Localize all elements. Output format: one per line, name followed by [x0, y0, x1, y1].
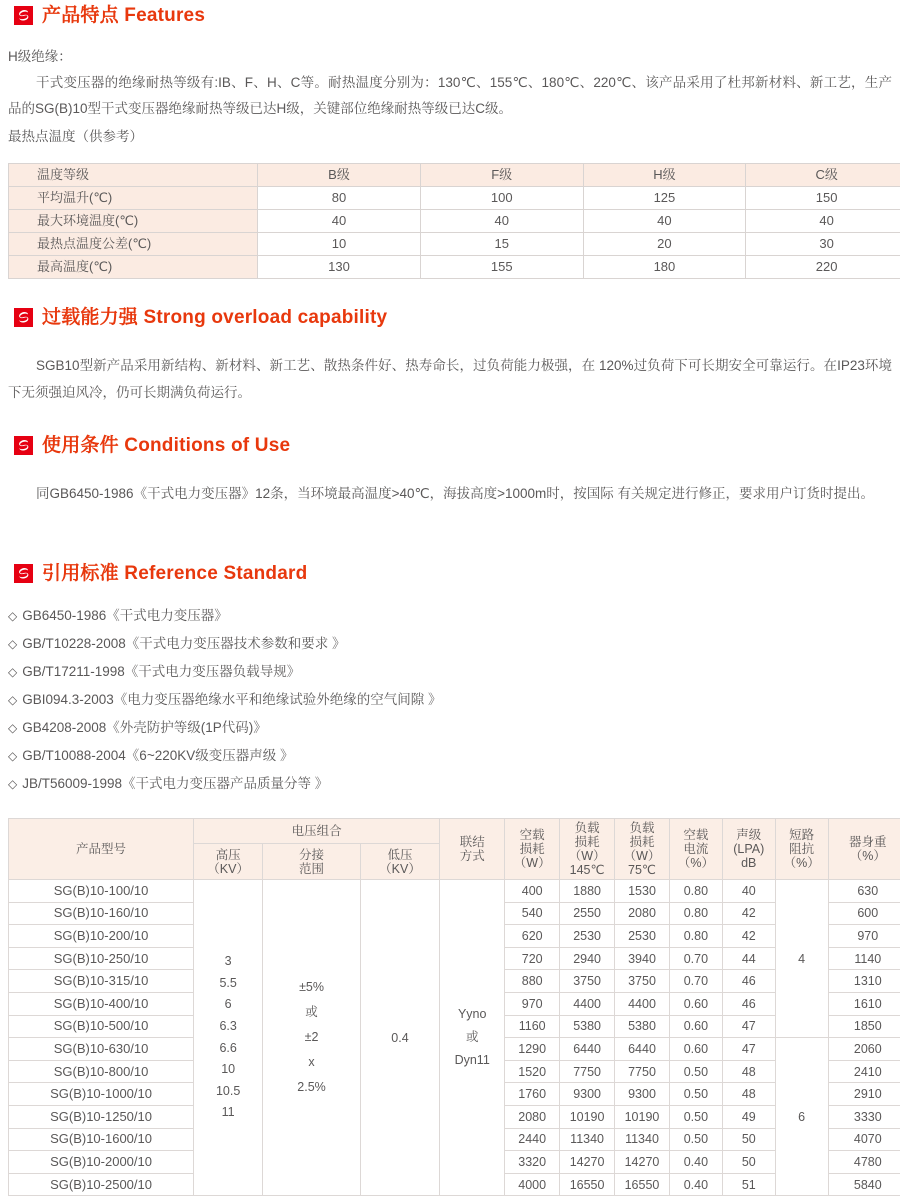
col-load-loss-145: 负载 损耗 （W） 145℃ — [560, 819, 615, 880]
cell-load-loss-75: 2080 — [615, 902, 670, 925]
cell-load-loss-75: 10190 — [615, 1105, 670, 1128]
cell-connection-method — [440, 880, 505, 1196]
cell-load-loss-145: 4400 — [560, 992, 615, 1015]
col-short-circuit-impedance: 短路 阻抗 （%） — [775, 819, 828, 880]
temp-row-label: 平均温升(℃) — [9, 187, 258, 210]
logo-mark-icon — [14, 436, 33, 455]
temp-cell: 10 — [258, 233, 421, 256]
cell-no-load-current: 0.60 — [669, 1038, 722, 1061]
cell-high-voltage — [194, 880, 263, 1196]
cell-no-load-loss: 1160 — [505, 1015, 560, 1038]
specification-table — [8, 818, 900, 1196]
temp-header-cell: F级 — [420, 164, 583, 187]
temp-row-label: 最高温度(℃) — [9, 256, 258, 279]
cell-no-load-loss: 970 — [505, 992, 560, 1015]
cell-no-load-loss: 2080 — [505, 1105, 560, 1128]
cell-load-loss-145: 2530 — [560, 925, 615, 948]
section-overload — [14, 308, 387, 327]
temp-cell: 40 — [746, 210, 900, 233]
cell-product-model: SG(B)10-1250/10 — [9, 1105, 194, 1128]
cell-load-loss-145: 2550 — [560, 902, 615, 925]
cell-no-load-loss: 4000 — [505, 1173, 560, 1196]
cell-load-loss-145: 2940 — [560, 947, 615, 970]
cell-short-circuit-impedance: 4 — [775, 880, 828, 1038]
cell-load-loss-75: 2530 — [615, 925, 670, 948]
features-table-caption: 最热点温度（供参考） — [8, 129, 143, 144]
logo-mark-icon — [14, 564, 33, 583]
cell-load-loss-75: 14270 — [615, 1151, 670, 1174]
cell-sound-level: 42 — [722, 925, 775, 948]
cell-sound-level: 40 — [722, 880, 775, 903]
cell-product-model: SG(B)10-250/10 — [9, 947, 194, 970]
cell-load-loss-145: 14270 — [560, 1151, 615, 1174]
cell-product-model: SG(B)10-1000/10 — [9, 1083, 194, 1106]
temp-cell: 130 — [258, 256, 421, 279]
merged-value: 10.5 — [215, 1083, 241, 1098]
col-voltage-group: 电压组合 — [194, 819, 440, 844]
temp-cell: 80 — [258, 187, 421, 210]
cell-product-model: SG(B)10-1600/10 — [9, 1128, 194, 1151]
cell-no-load-current: 0.50 — [669, 1105, 722, 1128]
cell-load-loss-75: 3940 — [615, 947, 670, 970]
merged-value: Yyno — [457, 1007, 487, 1022]
cell-product-model: SG(B)10-315/10 — [9, 970, 194, 993]
diamond-bullet-icon: ◇ — [8, 777, 18, 791]
cell-load-loss-75: 9300 — [615, 1083, 670, 1106]
cell-sound-level: 46 — [722, 970, 775, 993]
cell-product-model: SG(B)10-200/10 — [9, 925, 194, 948]
section-conditions — [14, 436, 290, 455]
cell-product-model: SG(B)10-2000/10 — [9, 1151, 194, 1174]
cell-sound-level: 50 — [722, 1151, 775, 1174]
merged-value: 6.6 — [219, 1040, 237, 1055]
section-heading-reference — [14, 564, 307, 583]
cell-load-loss-75: 16550 — [615, 1173, 670, 1196]
cell-sound-level: 47 — [722, 1015, 775, 1038]
temp-cell: 155 — [420, 256, 583, 279]
cell-no-load-loss: 1760 — [505, 1083, 560, 1106]
temp-cell: 220 — [746, 256, 900, 279]
cell-load-loss-145: 9300 — [560, 1083, 615, 1106]
table-row — [9, 187, 900, 210]
cell-product-model: SG(B)10-800/10 — [9, 1060, 194, 1083]
cell-load-loss-75: 11340 — [615, 1128, 670, 1151]
cell-no-load-current: 0.70 — [669, 970, 722, 993]
section-title-reference: 引用标准 Reference Standard — [42, 563, 308, 584]
cell-no-load-current: 0.50 — [669, 1060, 722, 1083]
temp-cell: 15 — [420, 233, 583, 256]
cell-body-weight: 4070 — [828, 1128, 900, 1151]
list-item — [8, 714, 888, 742]
cell-load-loss-75: 6440 — [615, 1038, 670, 1061]
cell-body-weight: 1610 — [828, 992, 900, 1015]
cell-low-voltage: 0.4 — [360, 880, 439, 1196]
cell-no-load-current: 0.40 — [669, 1173, 722, 1196]
list-item — [8, 742, 888, 770]
cell-sound-level: 50 — [722, 1128, 775, 1151]
cell-body-weight: 1850 — [828, 1015, 900, 1038]
temp-cell: 30 — [746, 233, 900, 256]
list-item — [8, 686, 888, 714]
cell-body-weight: 630 — [828, 880, 900, 903]
section-title-overload: 过载能力强 Strong overload capability — [42, 307, 388, 328]
temp-cell: 150 — [746, 187, 900, 210]
cell-load-loss-145: 1880 — [560, 880, 615, 903]
section-reference — [14, 564, 307, 583]
merged-value: ±5% — [299, 980, 324, 995]
cell-no-load-current: 0.50 — [669, 1128, 722, 1151]
temp-cell: 125 — [583, 187, 746, 210]
standard-text: GB/T10088-2004《6~220KV级变压器声级 》 — [22, 748, 294, 763]
cell-load-loss-145: 16550 — [560, 1173, 615, 1196]
cell-body-weight: 2910 — [828, 1083, 900, 1106]
overload-paragraph: SGB10型新产品采用新结构、新材料、新工艺、散热条件好、热寿命长，过负荷能力极强，在 120%过负荷下可长期安全可靠运行。在IP23环境下无须强迫风冷，仍可长期满负荷运行。 — [8, 358, 892, 400]
merged-value: 2.5% — [297, 1080, 326, 1095]
standard-text: GB6450-1986《干式电力变压器》 — [22, 608, 228, 623]
standard-text: GB/T10228-2008《干式电力变压器技术参数和要求 》 — [22, 636, 346, 651]
cell-sound-level: 48 — [722, 1060, 775, 1083]
merged-value: 11 — [221, 1105, 235, 1120]
table-row — [9, 256, 900, 279]
standard-text: GB4208-2008《外壳防护等级(1P代码)》 — [22, 720, 267, 735]
cell-sound-level: 51 — [722, 1173, 775, 1196]
specification-table-wrapper — [8, 818, 892, 1196]
cell-sound-level: 44 — [722, 947, 775, 970]
diamond-bullet-icon: ◇ — [8, 749, 18, 763]
col-tap-range: 分接 范围 — [263, 844, 361, 880]
cell-load-loss-75: 7750 — [615, 1060, 670, 1083]
col-connection-method: 联结 方式 — [440, 819, 505, 880]
cell-body-weight: 3330 — [828, 1105, 900, 1128]
col-no-load-current: 空载 电流 （%） — [669, 819, 722, 880]
cell-sound-level: 42 — [722, 902, 775, 925]
diamond-bullet-icon: ◇ — [8, 637, 18, 651]
standard-text: GBI094.3-2003《电力变压器绝缘水平和绝缘试验外绝缘的空气间隙 》 — [22, 692, 442, 707]
temp-row-label: 最大环境温度(℃) — [9, 210, 258, 233]
cell-product-model: SG(B)10-400/10 — [9, 992, 194, 1015]
merged-value: x — [308, 1055, 315, 1070]
cell-product-model: SG(B)10-500/10 — [9, 1015, 194, 1038]
temp-cell: 40 — [583, 210, 746, 233]
cell-load-loss-145: 10190 — [560, 1105, 615, 1128]
temp-cell: 40 — [420, 210, 583, 233]
diamond-bullet-icon: ◇ — [8, 693, 18, 707]
merged-value: ±2 — [304, 1030, 319, 1045]
specification-table-body — [9, 880, 900, 1196]
col-load-loss-75: 负载 损耗 （W） 75℃ — [615, 819, 670, 880]
cell-no-load-current: 0.50 — [669, 1083, 722, 1106]
cell-no-load-current: 0.70 — [669, 947, 722, 970]
cell-load-loss-145: 6440 — [560, 1038, 615, 1061]
cell-no-load-loss: 3320 — [505, 1151, 560, 1174]
cell-load-loss-145: 7750 — [560, 1060, 615, 1083]
col-body-weight: 器身重 （%） — [828, 819, 900, 880]
cell-no-load-loss: 2440 — [505, 1128, 560, 1151]
merged-value: 6.3 — [219, 1019, 237, 1034]
temp-row-label: 最热点温度公差(℃) — [9, 233, 258, 256]
cell-body-weight: 1140 — [828, 947, 900, 970]
cell-short-circuit-impedance: 6 — [775, 1038, 828, 1196]
temp-cell: 20 — [583, 233, 746, 256]
merged-value: 3 — [224, 954, 232, 969]
table-row — [9, 210, 900, 233]
col-sound-level: 声级 (LPA) dB — [722, 819, 775, 880]
cell-tap-range — [263, 880, 361, 1196]
standard-text: JB/T56009-1998《干式电力变压器产品质量分等 》 — [22, 776, 329, 791]
temp-cell: 40 — [258, 210, 421, 233]
temperature-table-header-row — [9, 164, 900, 187]
cell-load-loss-145: 11340 — [560, 1128, 615, 1151]
table-row — [9, 233, 900, 256]
diamond-bullet-icon: ◇ — [8, 609, 18, 623]
cell-product-model: SG(B)10-630/10 — [9, 1038, 194, 1061]
temp-header-cell: H级 — [583, 164, 746, 187]
cell-body-weight: 600 — [828, 902, 900, 925]
cell-no-load-current: 0.60 — [669, 992, 722, 1015]
cell-body-weight: 5840 — [828, 1173, 900, 1196]
section-title-conditions: 使用条件 Conditions of Use — [42, 435, 291, 456]
table-row — [9, 880, 900, 903]
cell-body-weight: 4780 — [828, 1151, 900, 1174]
cell-no-load-loss: 400 — [505, 880, 560, 903]
section-heading-conditions — [14, 436, 290, 455]
features-paragraph: 干式变压器的绝缘耐热等级有:IB、F、H、C等。耐热温度分别为：130℃、155℃、180℃、220℃、该产品采用了杜邦新材料、新工艺，生产品的SG(B)10型干式变压器绝缘耐热等级已达H级，关键部位绝缘耐热等级已达C级。 — [8, 75, 892, 116]
cell-no-load-loss: 880 — [505, 970, 560, 993]
cell-no-load-loss: 720 — [505, 947, 560, 970]
temp-header-cell: C级 — [746, 164, 900, 187]
standard-text: GB/T17211-1998《干式电力变压器负载导规》 — [22, 664, 301, 679]
merged-value: Dyn11 — [454, 1053, 490, 1068]
cell-load-loss-75: 5380 — [615, 1015, 670, 1038]
cell-body-weight: 970 — [828, 925, 900, 948]
reference-standard-list — [8, 602, 888, 798]
cell-no-load-loss: 1520 — [505, 1060, 560, 1083]
cell-body-weight: 2060 — [828, 1038, 900, 1061]
cell-product-model: SG(B)10-2500/10 — [9, 1173, 194, 1196]
col-no-load-loss: 空载 损耗 （W） — [505, 819, 560, 880]
conditions-paragraph: 同GB6450-1986《干式电力变压器》12条，当环境最高温度>40℃，海拔高度>1000m时，按国际 有关规定进行修正，要求用户订货时提出。 — [36, 486, 875, 501]
cell-no-load-current: 0.80 — [669, 880, 722, 903]
col-product-model: 产品型号 — [9, 819, 194, 880]
col-high-voltage: 高压 （KV） — [194, 844, 263, 880]
cell-load-loss-75: 1530 — [615, 880, 670, 903]
cell-body-weight: 1310 — [828, 970, 900, 993]
cell-sound-level: 47 — [722, 1038, 775, 1061]
cell-no-load-current: 0.40 — [669, 1151, 722, 1174]
cell-sound-level: 49 — [722, 1105, 775, 1128]
cell-load-loss-75: 3750 — [615, 970, 670, 993]
col-low-voltage: 低压 （KV） — [360, 844, 439, 880]
cell-sound-level: 48 — [722, 1083, 775, 1106]
cell-product-model: SG(B)10-160/10 — [9, 902, 194, 925]
merged-value: 或 — [465, 1030, 479, 1045]
diamond-bullet-icon: ◇ — [8, 721, 18, 735]
cell-load-loss-145: 3750 — [560, 970, 615, 993]
temperature-table-wrapper — [8, 163, 892, 279]
merged-value: 10 — [221, 1062, 236, 1077]
cell-no-load-loss: 620 — [505, 925, 560, 948]
temp-header-label: 温度等级 — [9, 164, 258, 187]
cell-body-weight: 2410 — [828, 1060, 900, 1083]
features-subtitle: H级绝缘： — [8, 49, 72, 64]
list-item — [8, 770, 888, 798]
cell-no-load-current: 0.80 — [669, 925, 722, 948]
temp-header-cell: B级 — [258, 164, 421, 187]
logo-mark-icon — [14, 308, 33, 327]
diamond-bullet-icon: ◇ — [8, 665, 18, 679]
list-item — [8, 630, 888, 658]
specification-table-head — [9, 819, 900, 880]
cell-no-load-current: 0.80 — [669, 902, 722, 925]
cell-load-loss-75: 4400 — [615, 992, 670, 1015]
merged-value: 或 — [305, 1005, 318, 1020]
cell-load-loss-145: 5380 — [560, 1015, 615, 1038]
section-heading-overload — [14, 308, 387, 327]
list-item — [8, 658, 888, 686]
section-title-features: 产品特点 Features — [42, 5, 206, 26]
temp-cell: 180 — [583, 256, 746, 279]
section-heading-features — [14, 6, 205, 25]
merged-value: 5.5 — [219, 975, 237, 990]
logo-mark-icon — [14, 6, 33, 25]
cell-sound-level: 46 — [722, 992, 775, 1015]
cell-no-load-loss: 540 — [505, 902, 560, 925]
cell-no-load-loss: 1290 — [505, 1038, 560, 1061]
section-features — [14, 6, 205, 25]
temperature-table — [8, 163, 900, 279]
temp-cell: 100 — [420, 187, 583, 210]
cell-product-model: SG(B)10-100/10 — [9, 880, 194, 903]
cell-no-load-current: 0.60 — [669, 1015, 722, 1038]
list-item — [8, 602, 888, 630]
merged-value: 6 — [224, 997, 232, 1012]
